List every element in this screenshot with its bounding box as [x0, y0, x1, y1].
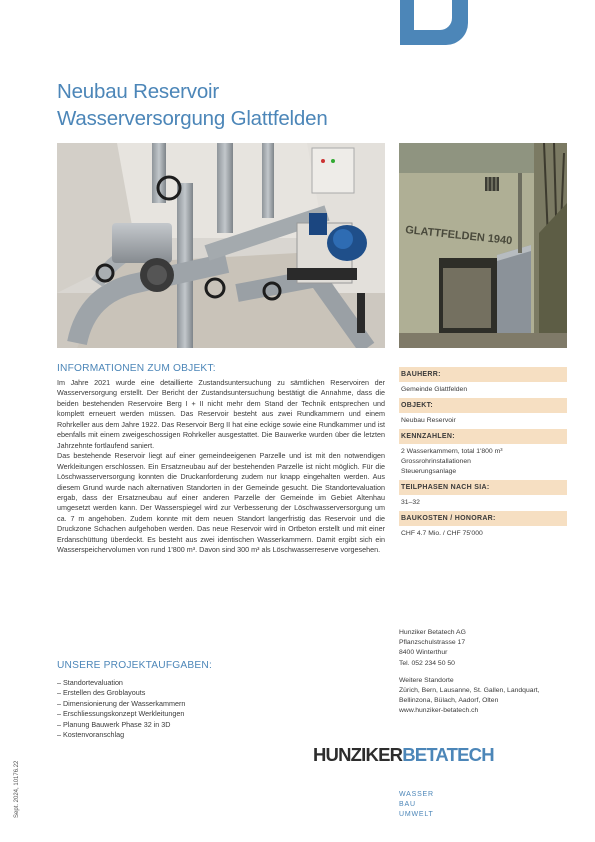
building-sign: GLATTFELDEN 1940 [404, 224, 513, 248]
task-item: – Standortevaluation [57, 678, 123, 687]
task-item: – Erschliessungskonzept Werkleitungen [57, 709, 185, 719]
fact-label-costs-fee: BAUKOSTEN / HONORAR: [399, 511, 567, 526]
document-date-reference: Sept. 2024, 10176.22 [14, 760, 20, 818]
tagline-water: WASSER [399, 791, 434, 798]
tagline-construction: BAU [399, 801, 416, 808]
info-heading: INFORMATIONEN ZUM OBJEKT: [57, 363, 216, 374]
tasks-list [57, 678, 357, 741]
reservoir-entrance-photo [399, 143, 567, 348]
wordmark-part-1: HUNZIKER [313, 744, 403, 765]
company-wordmark [313, 744, 494, 766]
fact-label-object: OBJEKT: [399, 398, 567, 413]
company-tagline [399, 790, 434, 820]
page-title-line-2: Wasserversorgung Glattfelden [57, 107, 328, 130]
company-name: Hunziker Betatech AG [399, 629, 466, 636]
contact-block [399, 628, 540, 717]
company-phone: Tel. 052 234 50 50 [399, 659, 455, 667]
fact-value-client: Gemeinde Glattfelden [401, 386, 468, 393]
company-city: 8400 Winterthur [399, 649, 448, 657]
company-website[interactable]: www.hunziker-betatech.ch [399, 707, 479, 715]
task-item: – Planung Bauwerk Phase 32 in 3D [57, 719, 171, 729]
locations-line-2: Bellinzona, Bülach, Aadorf, Olten [399, 697, 499, 705]
fact-label-sia-phases: TEILPHASEN NACH SIA: [399, 480, 567, 495]
tagline-environment: UMWELT [399, 811, 434, 818]
info-body [57, 378, 385, 556]
tasks-heading: UNSERE PROJEKTAUFGABEN: [57, 660, 212, 671]
task-item: – Erstellen des Groblayouts [57, 688, 146, 698]
task-item: – Dimensionierung der Wasserkammern [57, 698, 186, 708]
pipe-room-photo [57, 143, 385, 348]
info-paragraph-1: Im Jahre 2021 wurde eine detaillierte Zustandsuntersuchung zu sämtlichen Reservoiren der Wasserversorgung erstellt. Der Bericht der Zustandsuntersuchung bestätigt die Annahme, dass die beiden bestehenden Reservoire Berg I + II nicht mehr dem Stand der Technik entsprechen und komplett erneuert werden müssen. Das Reservoir besteht aus zwei Rundkammern und einem Rohrkeller aus dem Jahre 1922. Das Reservoir Berg II hat eine eckige sowie eine Rundkammer und ist ebenfalls mit einem zweigeschossigen Rohrkeller ausgestattet. Die Bauwerke wurden über die letzten Jahrzehnte fortlaufend saniert. [57, 378, 385, 450]
fact-value-costs-fee: CHF 4.7 Mio. / CHF 75'000 [401, 530, 483, 537]
company-logo-mark [400, 0, 468, 45]
page-title-line-1: Neubau Reservoir [57, 80, 220, 103]
fact-value-key-figures: 2 Wasserkammern, total 1'800 m³ Grossrohrinstallationen Steuerungsanlage [401, 448, 503, 475]
info-paragraph-2: Das bestehende Reservoir liegt auf einer gemeindeeigenen Parzelle und ist mit den notwendigen Werkleitungen erschlossen. Ein Ersatzneubau auf der bestehenden Parzelle ist nicht möglich. Für die Löschwasserversorgung konnten die Druckanforderung zudem nur knapp eingehalten werden. Aus diesem Grund wurde nach alternativen Standorten in der Gemeinde gesucht. Die Standortevaluation ergab, dass der Ersatzneubau auf einer anderen Parzelle der Gemeinde im Gebiet Altenhau umgesetzt werden kann. Der Wasserspiegel wird zur Verbesserung der Löschwasserversorgung um ca. 7 m angehoben. Zudem konnte mit dem neuen Standort langerfristig das Reservoir und die Druckzone Schachen aufgehoben werden. Das neue Reservoir wird in Ortbeton erstellt und mit einer Erdanschüttung überdeckt. Es besteht aus zwei identischen Wasserkammern. Damit ergibt sich ein Wasserspeichervolumen von rund 1'800 m³. Davon sind 300 m³ als Löschwasserreserve vorgesehen. [57, 451, 385, 555]
wordmark-part-2: BETATECH [402, 744, 494, 765]
fact-label-client: BAUHERR: [399, 367, 567, 382]
locations-line-1: Zürich, Bern, Lausanne, St. Gallen, Landquart, [399, 687, 540, 695]
fact-label-key-figures: KENNZAHLEN: [399, 429, 567, 444]
company-street: Pflanzschulstrasse 17 [399, 639, 466, 647]
fact-value-object: Neubau Reservoir [401, 417, 456, 424]
locations-heading: Weitere Standorte [399, 676, 454, 684]
project-facts-panel [399, 367, 567, 542]
task-item: – Kostenvoranschlag [57, 730, 125, 740]
fact-value-sia-phases: 31–32 [401, 499, 420, 506]
